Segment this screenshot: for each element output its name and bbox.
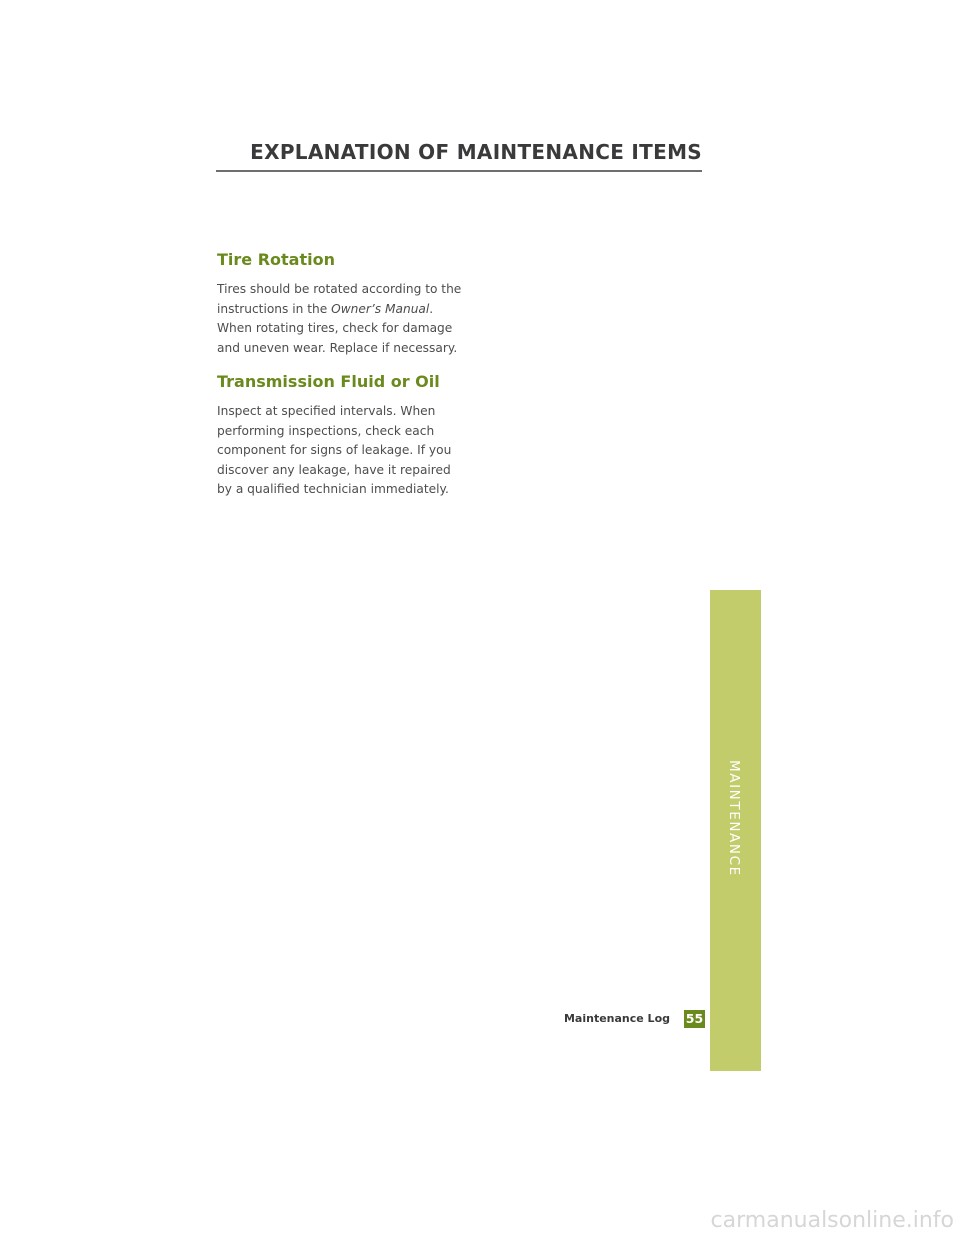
section-heading: Tire Rotation xyxy=(217,250,335,269)
manual-reference: Owner’s Manual xyxy=(331,301,430,316)
body-line: Inspect at specified intervals. When xyxy=(217,404,436,418)
body-line: performing inspections, check each xyxy=(217,423,435,438)
body-line: discover any leakage, have it repaired xyxy=(217,462,451,477)
footer-label: Maintenance Log xyxy=(563,1012,670,1025)
section-body xyxy=(217,402,467,500)
section-transmission-fluid xyxy=(217,372,467,500)
main-content xyxy=(217,250,467,500)
body-line: component for signs of leakage. If you xyxy=(217,443,452,457)
body-line: When rotating tires, check for damage xyxy=(217,321,453,335)
side-tab-label: MAINTENANCE xyxy=(726,760,742,877)
body-line xyxy=(217,300,467,320)
body-line: Tires should be rotated according to the xyxy=(217,282,462,296)
page-title: EXPLANATION OF MAINTENANCE ITEMS xyxy=(250,140,702,164)
body-line: and uneven wear. Replace if necessary. xyxy=(217,340,458,355)
section-body xyxy=(217,280,467,358)
body-line-text: instructions in the xyxy=(217,301,332,316)
side-tab-label-wrap xyxy=(710,760,761,900)
body-line: by a qualified technician immediately. xyxy=(217,482,449,496)
page-header xyxy=(216,136,702,172)
page-number: 55 xyxy=(685,1011,704,1026)
section-tire-rotation xyxy=(217,250,467,358)
body-line-punct: . xyxy=(429,301,434,316)
section-heading: Transmission Fluid or Oil xyxy=(217,372,440,391)
watermark: carmanualsonline.info xyxy=(710,1208,954,1233)
